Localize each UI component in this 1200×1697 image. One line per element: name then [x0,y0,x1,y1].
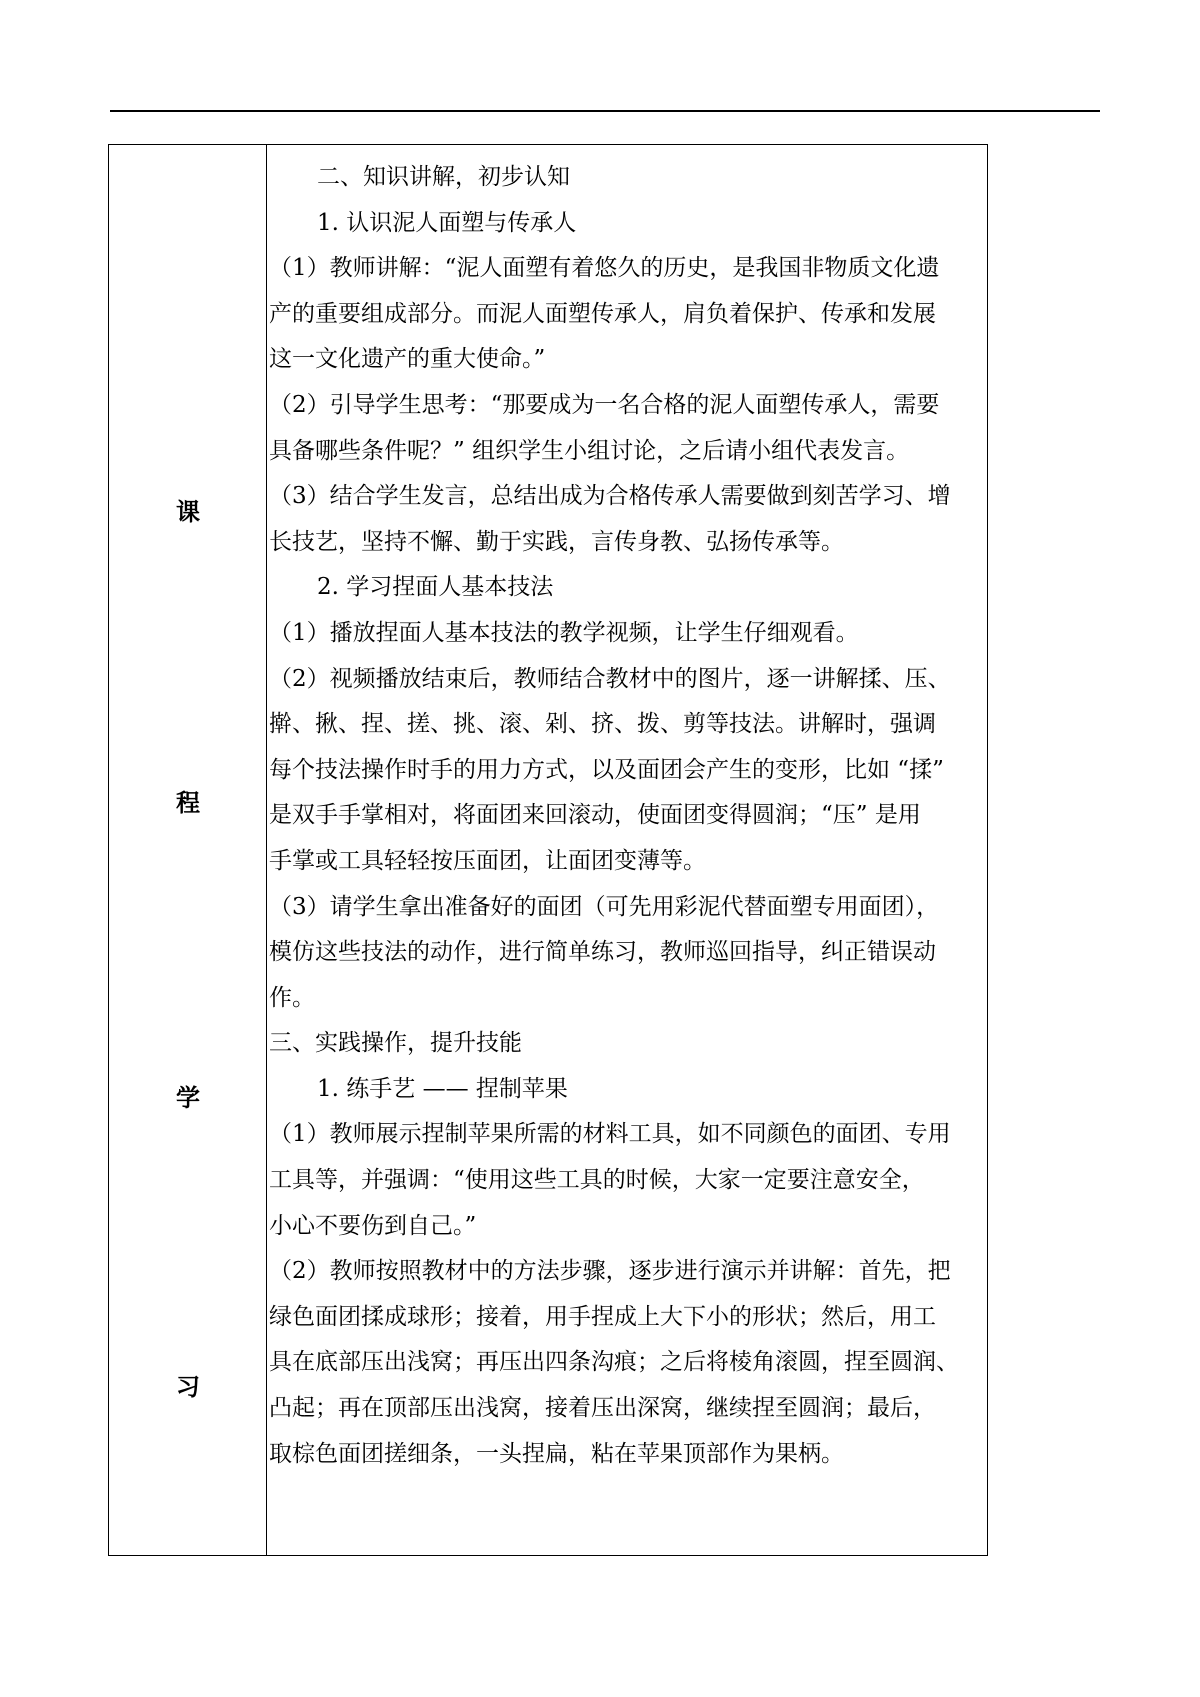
text-line: （1）播放捏面人基本技法的教学视频，让学生仔细观看。 [269,619,859,646]
text-line: （2）教师按照教材中的方法步骤，逐步进行演示并讲解：首先，把 [269,1258,951,1285]
text-line: （3）请学生拿出准备好的面团（可先用彩泥代替面塑专用面团）， [269,893,940,920]
text-line: 每个技法操作时手的用力方式，以及面团会产生的变形，比如 “揉” [269,756,944,783]
text-line: 手掌或工具轻轻按压面团，让面团变薄等。 [269,847,706,874]
header-rule [110,110,1100,112]
text-line: 是双手手掌相对，将面团来回滚动，使面团变得圆润；“压” 是用 [269,802,921,829]
text-line: 具备哪些条件呢？” 组织学生小组讨论，之后请小组代表发言。 [269,437,910,464]
text-line: 二、知识讲解，初步认知 [317,164,570,190]
text-line: 长技艺，坚持不懈、勤于实践，言传身教、弘扬传承等。 [269,528,844,555]
text-line: （1）教师讲解：“泥人面塑有着悠久的历史，是我国非物质文化遗 [269,255,940,282]
lesson-table [108,144,988,1556]
text-line: 三、实践操作，提升技能 [269,1030,522,1057]
content-column [269,155,985,1477]
text-line: 1. 认识泥人面塑与传承人 [317,209,577,236]
text-line: 2. 学习捏面人基本技法 [317,574,554,601]
text-line: 模仿这些技法的动作，进行简单练习，教师巡回指导，纠正错误动 [269,939,936,966]
text-line: 小心不要伤到自己。” [269,1212,477,1239]
side-label: 学 [176,1084,200,1112]
side-label: 程 [176,789,200,817]
text-line: （2）视频播放结束后，教师结合教材中的图片，逐一讲解揉、压、 [269,665,951,692]
text-line: 这一文化遗产的重大使命。” [269,346,546,373]
text-line: 产的重要组成部分。而泥人面塑传承人，肩负着保护、传承和发展 [269,300,936,327]
text-line: （2）引导学生思考：“那要成为一名合格的泥人面塑传承人，需要 [269,391,940,418]
text-line: 1. 练手艺 —— 捏制苹果 [317,1075,568,1102]
text-line: （3）结合学生发言，总结出成为合格传承人需要做到刻苦学习、增 [269,483,951,510]
text-line: 具在底部压出浅窝；再压出四条沟痕；之后将棱角滚圆，捏至圆润、 [269,1349,959,1376]
text-line: 凸起；再在顶部压出浅窝，接着压出深窝，继续捏至圆润；最后， [269,1395,936,1422]
side-label: 习 [176,1373,200,1401]
text-line: 作。 [269,984,315,1011]
text-line: 擀、揪、捏、搓、挑、滚、剁、挤、拨、剪等技法。讲解时，强调 [269,711,936,738]
label-column [109,145,267,1555]
text-line: （1）教师展示捏制苹果所需的材料工具，如不同颜色的面团、专用 [269,1121,951,1148]
text-line: 取棕色面团搓细条，一头捏扁，粘在苹果顶部作为果柄。 [269,1440,844,1467]
text-line: 绿色面团揉成球形；接着，用手捏成上大下小的形状；然后，用工 [269,1303,936,1330]
text-line: 工具等，并强调：“使用这些工具的时候，大家一定要注意安全， [269,1167,925,1194]
side-label: 课 [176,498,200,526]
